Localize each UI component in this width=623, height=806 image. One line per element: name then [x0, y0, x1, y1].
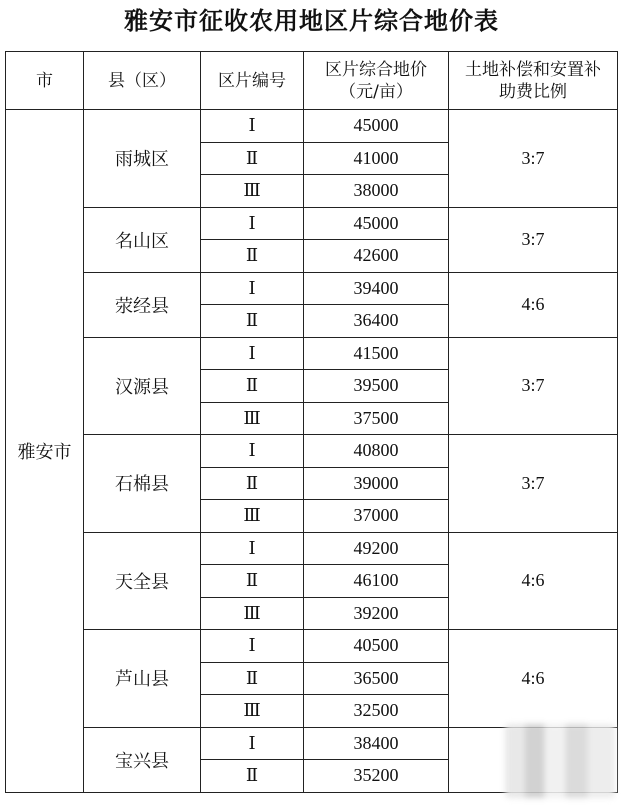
- price-cell: 39400: [304, 272, 449, 305]
- zone-code-cell: Ⅰ: [201, 110, 304, 143]
- price-cell: 37000: [304, 500, 449, 533]
- zone-code-cell: Ⅰ: [201, 727, 304, 760]
- county-cell: 名山区: [84, 207, 201, 272]
- county-cell: 汉源县: [84, 337, 201, 435]
- zone-code-cell: Ⅱ: [201, 760, 304, 793]
- price-cell: 49200: [304, 532, 449, 565]
- zone-code-cell: Ⅱ: [201, 565, 304, 598]
- table-row: [6, 337, 618, 370]
- table-row: [6, 532, 618, 565]
- price-cell: 45000: [304, 207, 449, 240]
- ratio-cell: 3:7: [449, 435, 618, 533]
- price-cell: 32500: [304, 695, 449, 728]
- zone-code-cell: Ⅲ: [201, 175, 304, 208]
- zone-code-cell: Ⅱ: [201, 240, 304, 273]
- zone-code-cell: Ⅲ: [201, 500, 304, 533]
- watermark-blur: [505, 724, 615, 798]
- zone-code-cell: Ⅰ: [201, 532, 304, 565]
- price-cell: 46100: [304, 565, 449, 598]
- table-row: [6, 207, 618, 240]
- header-county: 县（区）: [84, 52, 201, 110]
- header-price-line1: 区片综合地价: [325, 59, 427, 80]
- table-row: [6, 272, 618, 305]
- price-cell: 38000: [304, 175, 449, 208]
- ratio-cell: 4:6: [449, 272, 618, 337]
- zone-code-cell: Ⅰ: [201, 272, 304, 305]
- zone-code-cell: Ⅰ: [201, 337, 304, 370]
- price-cell: 40800: [304, 435, 449, 468]
- price-cell: 39000: [304, 467, 449, 500]
- county-cell: 芦山县: [84, 630, 201, 728]
- price-cell: 39200: [304, 597, 449, 630]
- county-cell: 天全县: [84, 532, 201, 630]
- price-cell: 41000: [304, 142, 449, 175]
- zone-code-cell: Ⅱ: [201, 467, 304, 500]
- header-ratio-line2: 助费比例: [499, 81, 567, 102]
- zone-code-cell: Ⅲ: [201, 402, 304, 435]
- zone-code-cell: Ⅲ: [201, 597, 304, 630]
- header-price-line2: （元/亩）: [339, 81, 413, 102]
- ratio-cell: 3:7: [449, 110, 618, 208]
- page-title: 雅安市征收农用地区片综合地价表: [124, 6, 499, 35]
- header-price: [304, 52, 449, 110]
- county-cell: 宝兴县: [84, 727, 201, 792]
- zone-code-cell: Ⅰ: [201, 630, 304, 663]
- price-cell: 36400: [304, 305, 449, 338]
- zone-code-cell: Ⅱ: [201, 662, 304, 695]
- land-price-table: [5, 51, 618, 793]
- zone-code-cell: Ⅱ: [201, 370, 304, 403]
- zone-code-cell: Ⅲ: [201, 695, 304, 728]
- price-cell: 42600: [304, 240, 449, 273]
- price-cell: 40500: [304, 630, 449, 663]
- price-cell: 39500: [304, 370, 449, 403]
- price-cell: 41500: [304, 337, 449, 370]
- city-cell: 雅安市: [6, 110, 84, 793]
- table-row: [6, 110, 618, 143]
- price-cell: 37500: [304, 402, 449, 435]
- ratio-cell: 4:6: [449, 630, 618, 728]
- zone-code-cell: Ⅰ: [201, 207, 304, 240]
- header-city: 市: [6, 52, 84, 110]
- price-cell: 45000: [304, 110, 449, 143]
- ratio-cell: 3:7: [449, 207, 618, 272]
- table-row: [6, 435, 618, 468]
- header-ratio: [449, 52, 618, 110]
- header-ratio-line1: 土地补偿和安置补: [465, 59, 601, 80]
- ratio-cell: 3:7: [449, 337, 618, 435]
- table-row: [6, 630, 618, 663]
- county-cell: 石棉县: [84, 435, 201, 533]
- price-cell: 35200: [304, 760, 449, 793]
- table-header-row: [6, 52, 618, 110]
- header-zone: 区片编号: [201, 52, 304, 110]
- county-cell: 雨城区: [84, 110, 201, 208]
- zone-code-cell: Ⅱ: [201, 305, 304, 338]
- price-cell: 38400: [304, 727, 449, 760]
- ratio-cell: 4:6: [449, 532, 618, 630]
- table-body: [6, 110, 618, 793]
- price-cell: 36500: [304, 662, 449, 695]
- county-cell: 荥经县: [84, 272, 201, 337]
- zone-code-cell: Ⅰ: [201, 435, 304, 468]
- zone-code-cell: Ⅱ: [201, 142, 304, 175]
